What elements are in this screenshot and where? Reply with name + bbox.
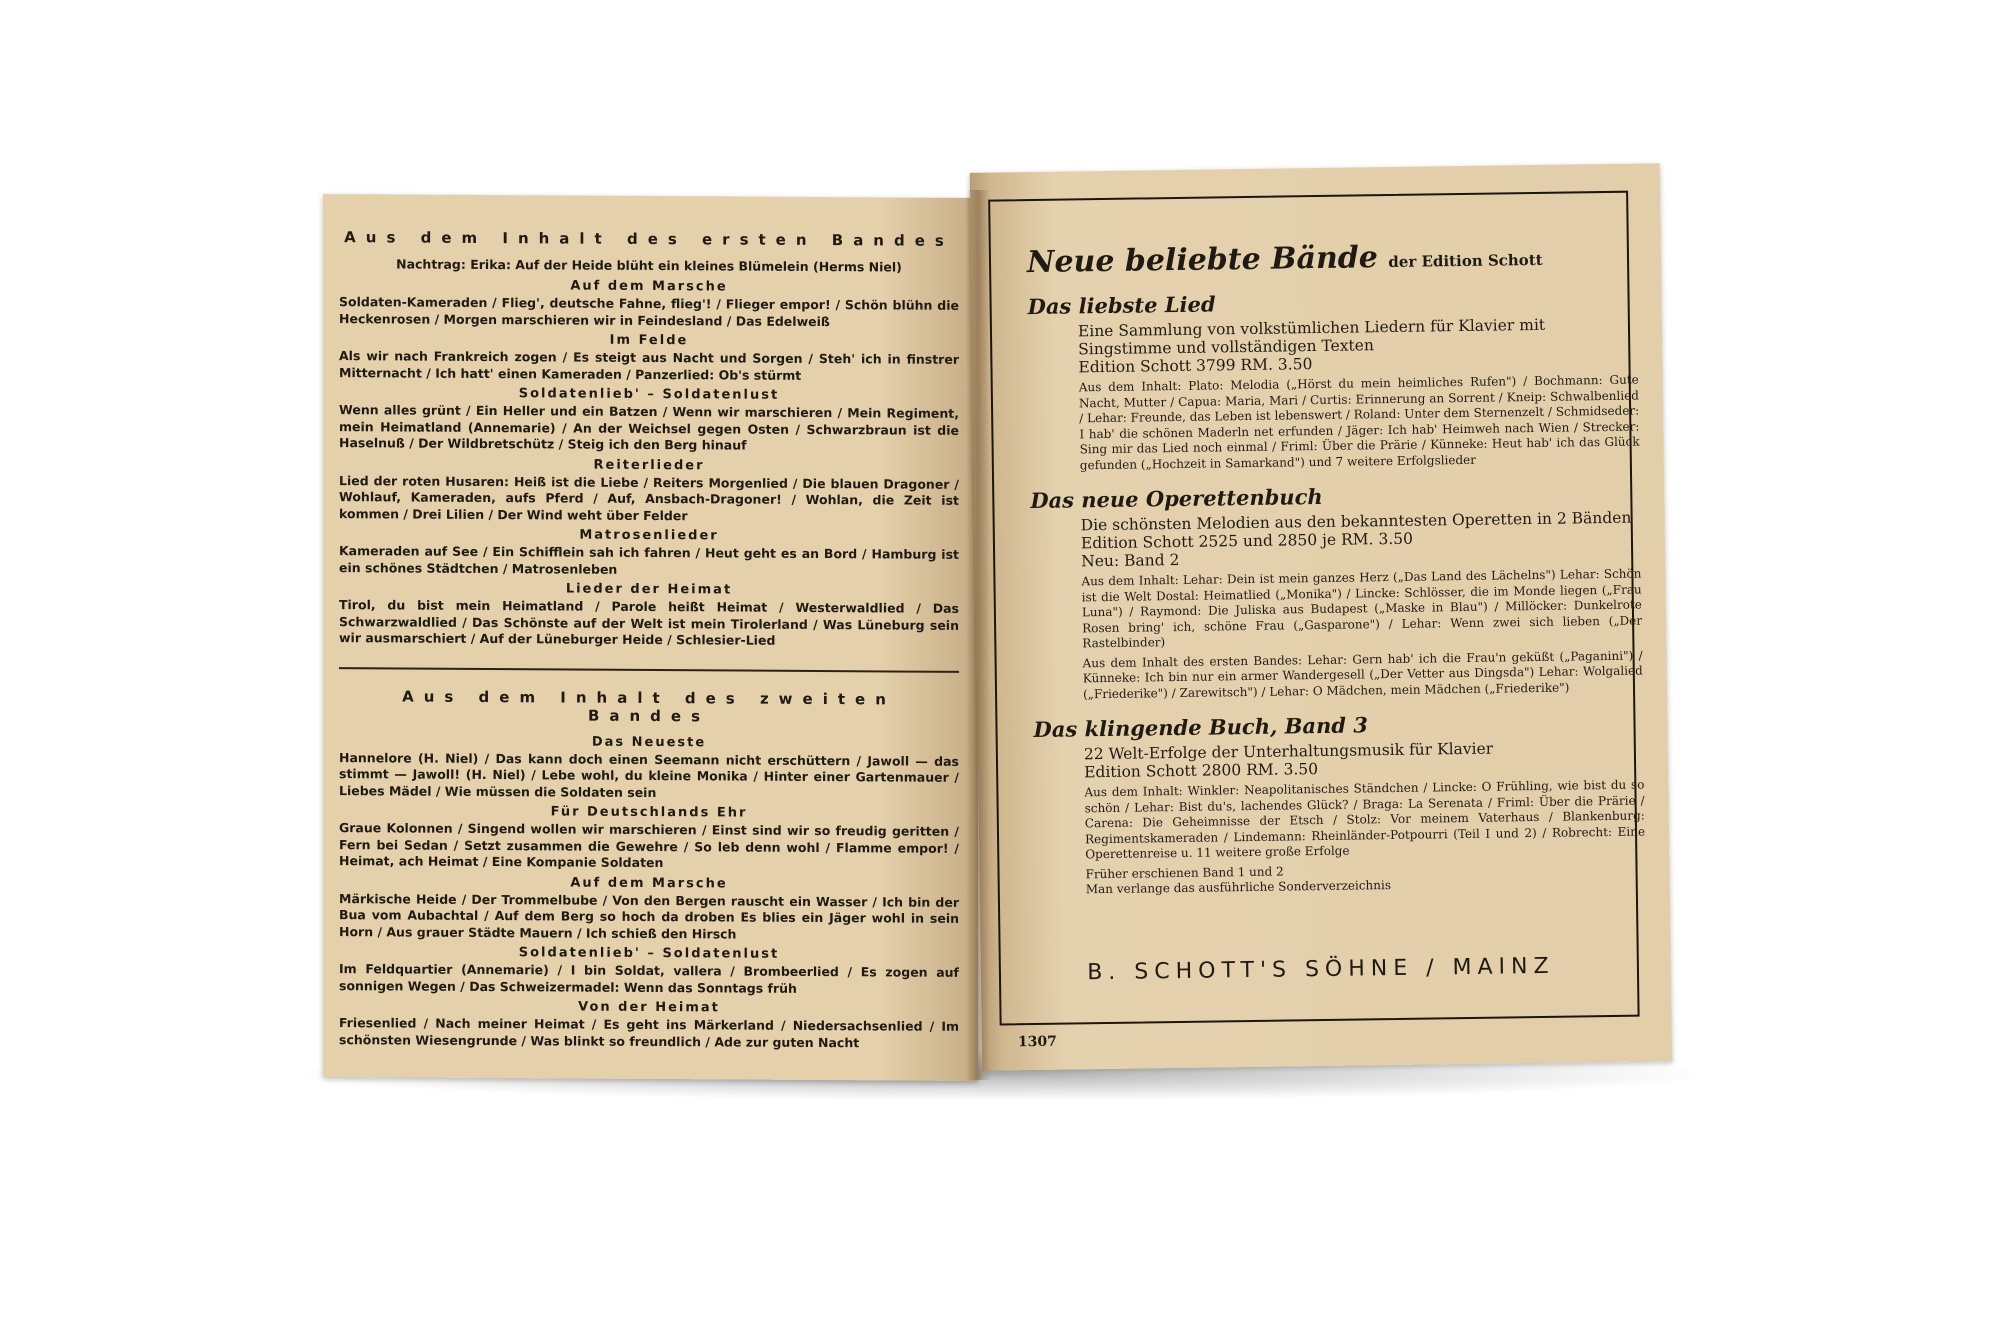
book-contents-extra: Aus dem Inhalt des ersten Bandes: Lehar: Gern hab' ich die Frau'n geküßt („Paganini") / Künneke: Ich bin nur ein armer Wandergesell („Der Vetter aus Dingsda") Lehar: Wolgalied („Friederike") / Zarewitsch") / Lehar: O Mädchen, mein Mädchen („Friederike") (1082, 648, 1643, 701)
band1-heading: Aus dem Inhalt des ersten Bandes (344, 228, 954, 250)
book-description: 22 Welt-Erfolge der Unterhaltungsmusik für Klavier (1083, 739, 1494, 764)
band2-section-body: Friesenlied / Nach meiner Heimat / Es geht ins Märkerland / Niedersachsenlied / Im schönsten Wiesengrunde / Was blinkt so freundlich / Ade zur guten Nacht (339, 1015, 959, 1050)
advertisement-title (1027, 237, 1637, 281)
left-page (323, 194, 978, 1081)
band1-section-body: Soldaten-Kameraden / Flieg', deutsche Fahne, flieg'! / Flieger empor! / Schön blühn die Heckenrosen / Morgen marschieren wir in Feindesland / Das Edelweiß (339, 294, 959, 329)
band2-section-title: Von der Heimat (578, 999, 720, 1016)
band2-section-body: Graue Kolonnen / Singend wollen wir marschieren / Einst sind wir so freudig geritten / Fern bei Sedan / Setzt zusammen die Gewehre / So leb denn wohl / Flamme empor! / Heimat, ach Heimat / Eine Kompanie Soldaten (339, 820, 959, 871)
band1-section-title: Im Felde (609, 332, 689, 349)
band1-section-body: Lied der roten Husaren: Heiß ist die Liebe / Reiters Morgenlied / Die blauen Dragoner / Wohlauf, Kameraden, aufs Pferd / Auf, Ansbach-Dragoner! / Wohlan, die Zeit ist kommen / Drei Lilien / Der Wind weht über Felder (339, 472, 959, 523)
band1-section-body: Wenn alles grünt / Ein Heller und ein Batzen / Wenn wir marschieren / Mein Regiment, mein Heimatland (Annemarie) / An der Weichsel gegen Osten / Schwarzbraun ist die Haselnuß / Der Wildbretschütz / Steig ich den Berg hinauf (339, 402, 959, 453)
band2-section-title: Das Neueste (591, 734, 707, 750)
band1-section-title: Lieder der Heimat (565, 581, 733, 598)
book-spine (966, 190, 990, 1080)
book-title: Das klingende Buch, Band 3 (1033, 712, 1369, 743)
section-divider (339, 667, 959, 673)
book-contents: Aus dem Inhalt: Winkler: Neapolitanisches Ständchen / Lincke: O Frühling, wie bist du so schön / Lehar: Bist du's, lachendes Glück? / Braga: La Serenata / Friml: Über die Prärie / Carena: Die Geheimnisse der Etsch / Stolz: Vor meinem Vaterhaus / Blankenburg: Regimentskameraden / Lindemann: Rheinländer-Potpourri (Teil I und 2) / Robrecht: Eine Operettenreise u. 11 weitere große Erfolge (1084, 777, 1646, 862)
advertisement-title-main: Neue beliebte Bände (1026, 240, 1379, 281)
advertisement-content (1027, 237, 1646, 899)
band2-heading: Aus dem Inhalt des zweiten Bandes (402, 686, 896, 725)
book-description: Eine Sammlung von volkstümlichen Liedern für Klavier mit Singstimme und vollständigen Texten (1077, 315, 1546, 359)
band1-section-body: Als wir nach Frankreich zogen / Es steigt aus Nacht und Sorgen / Steh' ich in finstrer Mitternacht / Ich hatt' einen Kameraden / Panzerlied: Ob's stürmt (339, 348, 959, 383)
book-edition: Neu: Band 2 (1081, 550, 1180, 571)
band2-section-body: Hannelore (H. Niel) / Das kann doch einen Seemann nicht erschüttern / Jawoll — das stimmt — Jawoll! (H. Niel) / Lebe wohl, du kleine Monika / Hinter einer Gartenmauer / Liebes Mädel / Wie müssen die Soldaten sein (339, 749, 959, 800)
publisher-line: B. SCHOTT'S SÖHNE / MAINZ (1087, 953, 1555, 986)
page-number: 1307 (1017, 1033, 1057, 1051)
book-contents: Aus dem Inhalt: Plato: Melodia („Hörst du mein heimliches Rufen") / Bochmann: Gute Nacht, Mutter / Capua: Maria, Mari / Curtis: Erinnerung an Sorrent / Kneip: Schwalbenlied / Lehar: Freunde, das Leben ist lebenswert / Roland: Unter dem Sternenzelt / Schmidseder: I hab' die schönen Maderln net erfunden / Jäger: Ich hab' Heimweh nach Wien / Strecker: Sing mir das Lied noch einmal / Friml: Über die Prärie / Künneke: Heut hab' ich das Glück gefunden („Hochzeit in Samarkand") und 7 weitere Erfolgslieder (1078, 372, 1640, 472)
band1-note: Nachtrag: Erika: Auf der Heide blüht ein kleines Blümelein (Herms Niel) (396, 256, 902, 275)
band1-section-body: Kameraden auf See / Ein Schifflein sah ich fahren / Heut geht es an Bord / Hamburg ist ein schönes Städtchen / Matrosenleben (339, 543, 959, 577)
book-title: Das neue Operettenbuch (1030, 483, 1323, 514)
book-edition: Edition Schott 3799 RM. 3.50 (1078, 355, 1313, 377)
book-title: Das liebste Lied (1027, 291, 1216, 320)
advertisement-frame (988, 191, 1646, 1026)
book-contents-extra: Früher erschienen Band 1 und 2 Man verlange das ausführliche Sonderverzeichnis (1085, 864, 1392, 897)
right-page (970, 163, 1672, 1071)
band2-section-title: Für Deutschlands Ehr (550, 804, 748, 821)
band2-section-body: Märkische Heide / Der Trommelbube / Von den Bergen rauscht ein Wasser / Ich bin der Bua vom Aubachtal / Auf dem Berg so hoch da droben Es blies ein Jäger wohl in sein Horn / Aus grauer Städte Mauern / Ich schieß den Hirsch (339, 890, 959, 942)
band1-section-body: Tirol, du bist mein Heimatland / Parole heißt Heimat / Westerwaldlied / Das Schwarzwaldlied / Das Schönste auf der Welt ist mein Tirolerland / Was Lüneburg sein wir ausmarschiert / Auf der Lüneburger Heide / Schlesier-Lied (339, 597, 959, 648)
band1-section-title: Auf dem Marsche (570, 278, 728, 295)
book-contents: Aus dem Inhalt: Lehar: Dein ist mein ganzes Herz („Das Land des Lächelns") Lehar: Schön ist die Welt Dostal: Heimatlied („Monika") / Lincke: Schlösser, die im Monde liegen („Frau Luna") / Raymond: Die Juliska aus Budapest („Maske in Blau") / Millöcker: Dunkelrote Rosen bring' ich, schöne Frau („Gasparone") / Lehar: Wenn zwei sich lieben („Der Rastelbinder) (1081, 566, 1643, 651)
book-edition: Edition Schott 2800 RM. 3.50 (1084, 760, 1319, 782)
advertisement-title-suffix: der Edition Schott (1388, 250, 1543, 272)
band1-section-title: Reiterlieder (593, 457, 705, 473)
band1-section-title: Matrosenlieder (579, 527, 719, 544)
band1-section-title: Soldatenlieb' – Soldatenlust (518, 386, 780, 403)
band2-section-body: Im Feldquartier (Annemarie) / I bin Soldat, vallera / Brombeerlied / Es zogen auf sonnigen Wegen / Das Schweizermadel: Wenn das Sonntags früh (339, 961, 959, 996)
book-description: Die schönsten Melodien aus den bekanntesten Operetten in 2 Bänden Edition Schott 2525 und 2850 je RM. 3.50 (1080, 508, 1632, 553)
left-page-content (339, 228, 959, 1056)
band2-section-title: Soldatenlieb' – Soldatenlust (518, 945, 780, 962)
band2-section-title: Auf dem Marsche (570, 875, 728, 891)
